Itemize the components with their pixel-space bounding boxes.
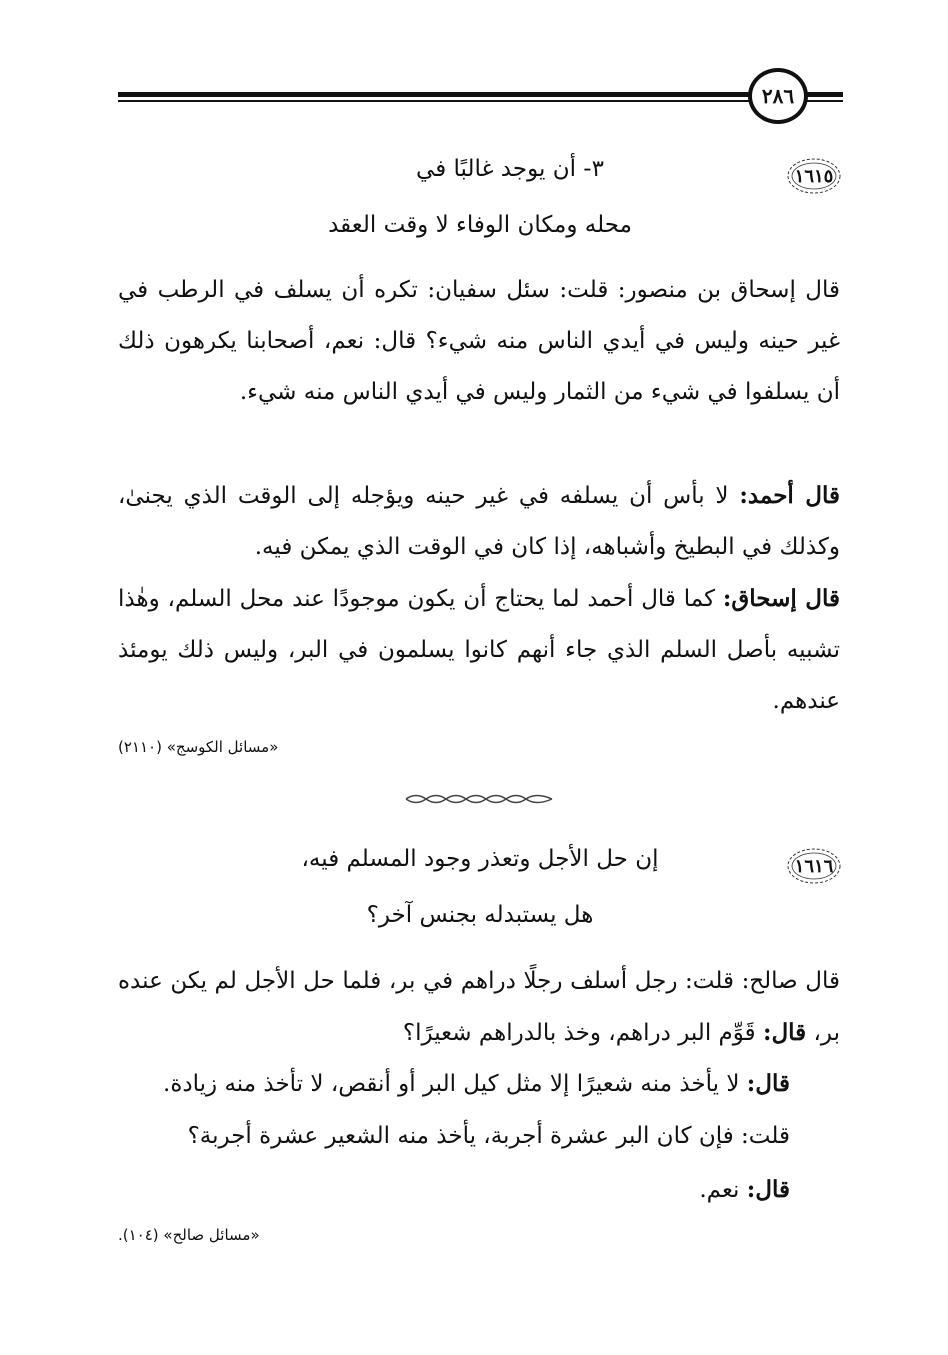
section-number: ١٦١٥ [794,165,834,187]
page-number: ٢٨٦ [748,68,808,124]
section-number-badge [786,156,842,196]
section-heading-line2: محله ومكان الوفاء لا وقت العقد [328,212,632,238]
paragraph: قال إسحاق بن منصور: قلت: سئل سفيان: تكره أن يسلف في الرطب في غير حينه وليس في أيدي الناس منه شيء؟ قال: نعم، أصحابنا يكرهون ذلك أن يسلفوا في شيء من الثمار وليس في أيدي الناس منه شيء. [118,277,840,405]
speaker-label: قال إسحاق: [722,585,841,612]
section-heading-line2: هل يستبدله بجنس آخر؟ [366,902,594,928]
paragraph-text: لا بأس أن يسلفه في غير حينه ويؤجله إلى الوقت الذي يجنىٰ، وكذلك في البطيخ وأشباهه، إذا كان في الوقت الذي يمكن فيه. [118,483,840,560]
section-heading-line1: ٣- أن يوجد غالبًا في [416,156,604,182]
ornament-divider [404,792,554,806]
source-citation: «مسائل صالح» (١٠٤). [118,1226,260,1244]
header-rule-stub [803,92,843,97]
paragraph [118,573,840,727]
paragraph: قلت: فإن كان البر عشرة أجربة، يأخذ منه الشعير عشرة أجربة؟ [187,1123,790,1149]
speaker-label: قال: [762,1019,807,1046]
speaker-label: قال: [746,1070,790,1097]
paragraph [118,956,840,1059]
speaker-label: قال: [746,1176,790,1203]
header-rule-thin [118,100,758,102]
paragraph-text: كما قال أحمد لما يحتاج أن يكون موجودًا عند محل السلم، وهٰذا تشبيه بأصل السلم الذي جاء أنهم كانوا يسلمون في البر، وليس ذلك يومئذ عندهم. [118,586,840,714]
section-heading-line1: إن حل الأجل وتعذر وجود المسلم فيه، [301,846,659,872]
source-citation: «مسائل الكوسج» (٢١١٠) [118,738,279,756]
paragraph-text: قال صالح: قلت: رجل أسلف رجلًا دراهم في بر، فلما حل الأجل لم يكن عنده بر، [118,968,840,1046]
header-rule-stub-thin [803,100,843,102]
paragraph [118,1164,790,1216]
speaker-label: قال أحمد: [739,482,840,509]
paragraph [118,470,840,573]
section-number-badge [786,846,842,886]
paragraph-text: لا يأخذ منه شعيرًا إلا مثل كيل البر أو أنقص، لا تأخذ منه زيادة. [163,1071,747,1097]
header-rule [118,88,843,106]
header-rule-thick [118,92,758,97]
paragraph [118,1058,790,1110]
paragraph-text: نعم. [699,1177,747,1203]
paragraph-text: قَوِّم البر دراهم، وخذ بالدراهم شعيرًا؟ [402,1020,763,1046]
section-number: ١٦١٦ [794,855,834,877]
